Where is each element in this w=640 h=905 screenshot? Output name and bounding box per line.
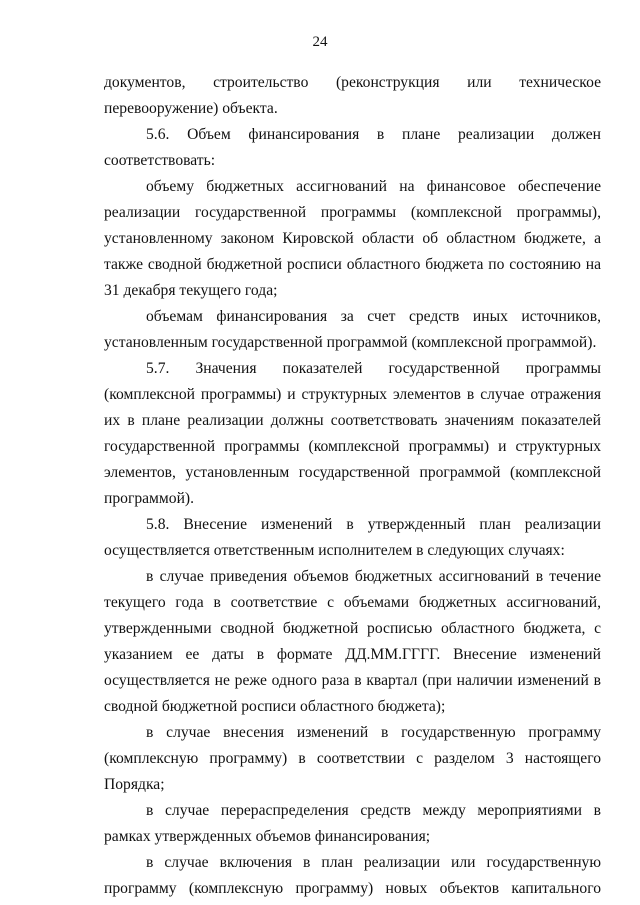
- paragraph-case-budget: в случае приведения объемов бюджетных ассигнований в течение текущего года в соответствие с объемами бюджетных ассигнований, утвержденными сводной бюджетной росписью областного бюджета, с указанием ее даты в формате ДД.ММ.ГГГГ. Внесение изменений осуществляется не реже одного раза в квартал (при наличии изменений в сводной бюджетной росписи областного бюджета);: [104, 568, 601, 715]
- document-body: [104, 70, 601, 902]
- paragraph-other-sources: объемам финансирования за счет средств иных источников, установленным государственной программой (комплексной программой).: [104, 308, 601, 351]
- paragraph-case-program-changes: в случае внесения изменений в государственную программу (комплексную программу) в соответствии с разделом 3 настоящего Порядка;: [104, 724, 601, 793]
- paragraph-case-redistribution: в случае перераспределения средств между мероприятиями в рамках утвержденных объемов финансирования;: [104, 802, 601, 845]
- paragraph-case-new-objects: в случае включения в план реализации или государственную программу (комплексную программу) новых объектов капитального: [104, 854, 601, 897]
- paragraph-5-6: 5.6. Объем финансирования в плане реализации должен соответствовать:: [104, 126, 601, 169]
- paragraph-5-8: 5.8. Внесение изменений в утвержденный план реализации осуществляется ответственным исполнителем в следующих случаях:: [104, 516, 601, 559]
- paragraph-5-7: 5.7. Значения показателей государственной программы (комплексной программы) и структурных элементов в случае отражения их в плане реализации должны соответствовать значениям показателей государственной программы (комплексной программы) и структурных элементов, установленным государственной программой (комплексной программой).: [104, 360, 601, 507]
- paragraph-continuation: документов, строительство (реконструкция или техническое перевооружение) объекта.: [104, 74, 601, 117]
- page-number: 24: [312, 34, 328, 50]
- paragraph-budget-allocations: объему бюджетных ассигнований на финансовое обеспечение реализации государственной программы (комплексной программы), установленному законом Кировской области об областном бюджете, а также сводной бюджетной росписи областного бюджета по состоянию на 31 декабря текущего года;: [104, 178, 601, 299]
